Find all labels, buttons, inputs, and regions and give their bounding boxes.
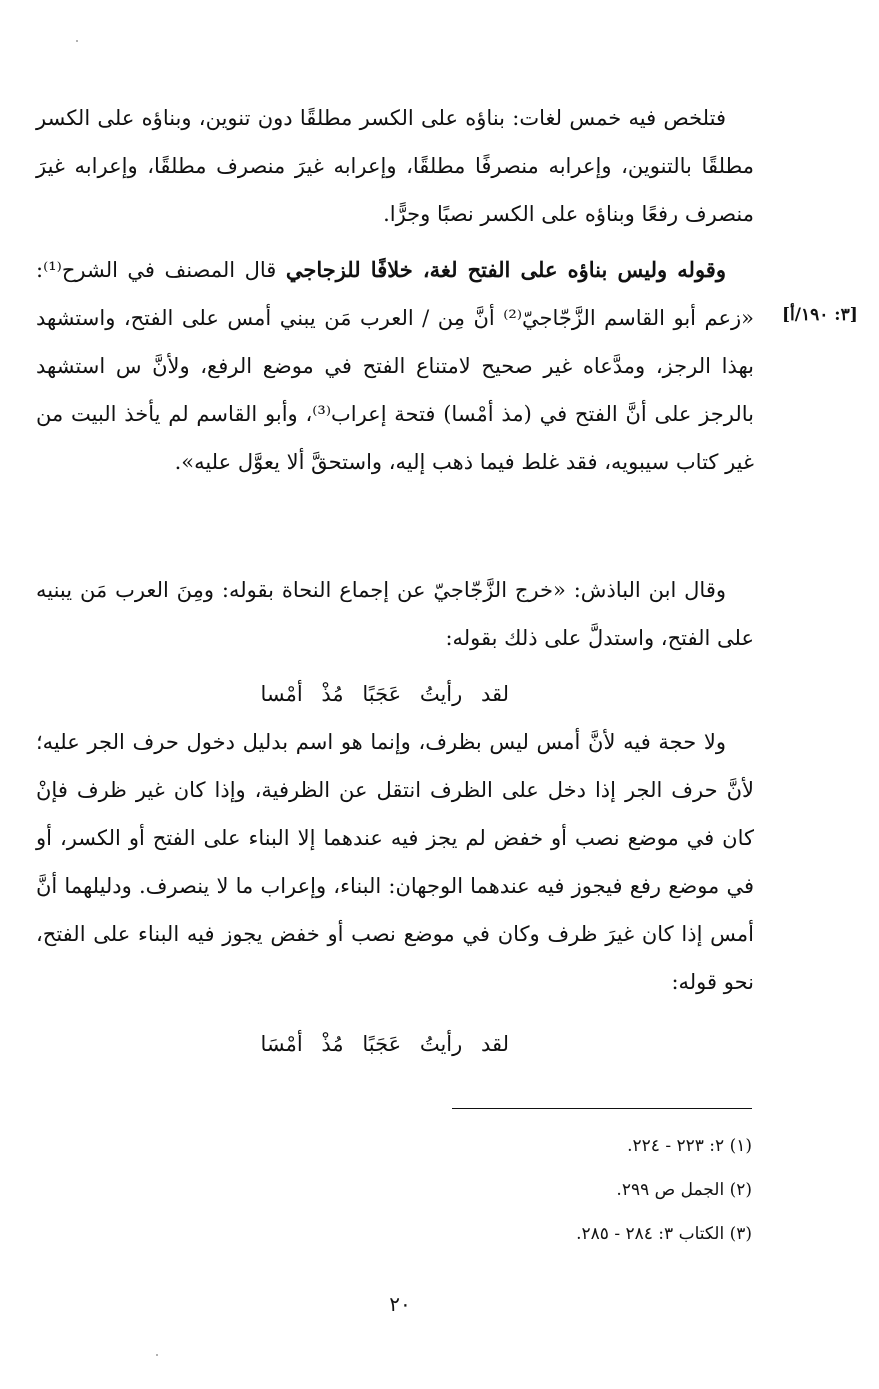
paragraph-1-text: فتلخص فيه خمس لغات: بناؤه على الكسر مطلقًا دون تنوين، وبناؤه على الكسر مطلقًا بالتنوين، وإعرابه منصرفًا مطلقًا، وإعرابه غيرَ منصرف مطلقًا، وإعرابه غيرَ منصرف رفعًا وبناؤه على الكسر نصبًا وجرًّا. — [36, 106, 754, 226]
paragraph-3-text: وقال ابن الباذش: «خرج الزَّجّاجيّ عن إجماع النحاة بقوله: ومِنَ العرب مَن يبنيه على الفتح، واستدلَّ على ذلك بقوله: — [36, 578, 754, 650]
paragraph-2-text: قال المصنف في الشرح⁽¹⁾: «زعم أبو القاسم الزَّجّاجيّ⁽²⁾ أنَّ مِن / العرب مَن يبني أمس على الفتح، واستشهد بهذا الرجز، ومدَّعاه غير صحيح لامتناع الفتح في موضع الرفع، ولأنَّ س استشهد بالرجز على أنَّ الفتح في (مذ أمْسا) فتحة إعراب⁽³⁾، وأبو القاسم لم يأخذ البيت من غير كتاب سيبويه، فقد غلط فيما ذهب إليه، واستحقَّ ألا يعوَّل عليه». — [36, 258, 754, 474]
scan-speck — [156, 1354, 158, 1356]
verse-1: لقد رأيتُ عَجَبًا مُذْ أمْسا — [260, 682, 509, 706]
scan-speck — [76, 40, 78, 42]
paragraph-4-text: ولا حجة فيه لأنَّ أمس ليس بظرف، وإنما هو اسم بدليل دخول حرف الجر عليه؛ لأنَّ حرف الجر إذا دخل على الظرف انتقل عن الظرفية، وإذا كان غير ظرف فإنْ كان في موضع نصب أو خفض لم يجز فيه عندهما إلا البناء على الفتح أو الكسر، أو في موضع رفع فيجوز فيه عندهما الوجهان: البناء، وإعراب ما لا ينصرف. ودليلهما أنَّ أمس إذا كان غيرَ ظرف وكان في موضع نصب أو خفض يجوز فيه البناء على الفتح، نحو قوله: — [36, 730, 754, 994]
paragraph-1 — [36, 94, 754, 238]
paragraph-3 — [36, 566, 754, 662]
footnote-2: (٢) الجمل ص ٢٩٩. — [616, 1180, 752, 1200]
margin-reference: [٣: ١٩٠/أ] — [782, 305, 858, 325]
paragraph-2 — [36, 246, 754, 486]
page-number: ٢٠ — [389, 1292, 411, 1316]
footnote-1: (١) ٢: ٢٢٣ - ٢٢٤. — [627, 1136, 752, 1156]
verse-2: لقد رأيتُ عَجَبًا مُذْ أمْسَا — [260, 1032, 509, 1056]
paragraph-2-bold-lead: وقوله وليس بناؤه على الفتح لغة، خلافًا للزجاجي — [285, 257, 726, 282]
paragraph-4 — [36, 718, 754, 1006]
footnote-3: (٣) الكتاب ٣: ٢٨٤ - ٢٨٥. — [576, 1224, 752, 1244]
footnote-separator — [452, 1108, 752, 1109]
